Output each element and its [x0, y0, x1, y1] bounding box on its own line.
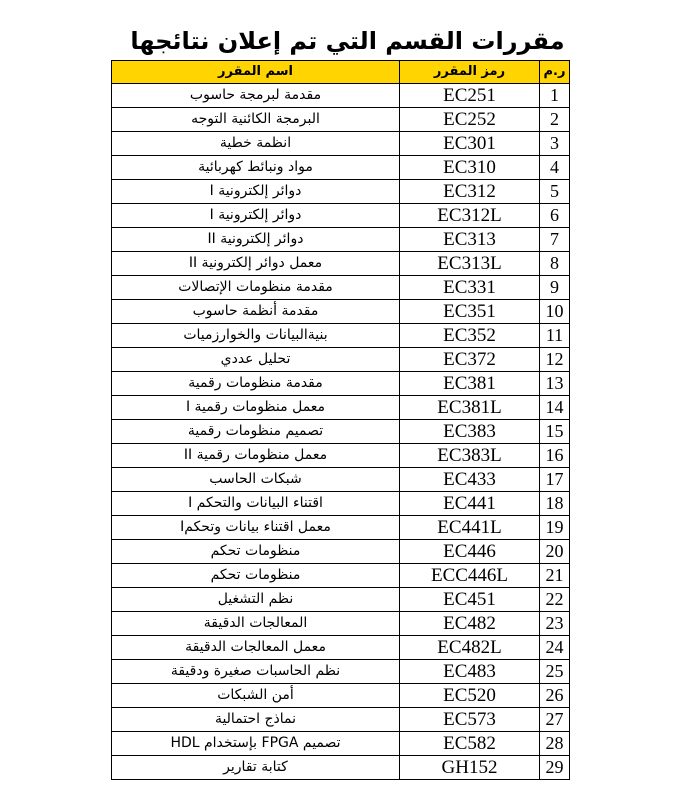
course-code: EC313L	[400, 252, 540, 276]
header-number: ر.م	[540, 61, 570, 84]
course-name: شبكات الحاسب	[112, 468, 400, 492]
table-row	[112, 612, 570, 636]
course-code: EC252	[400, 108, 540, 132]
course-code: EC446	[400, 540, 540, 564]
row-number: 17	[540, 468, 570, 492]
course-name: أمن الشبكات	[112, 684, 400, 708]
course-name: نماذج احتمالية	[112, 708, 400, 732]
course-code: EC582	[400, 732, 540, 756]
table-row	[112, 348, 570, 372]
course-name: اقتناء البيانات والتحكم I	[112, 492, 400, 516]
course-code: EC251	[400, 84, 540, 108]
course-name: نظم التشغيل	[112, 588, 400, 612]
course-code: EC372	[400, 348, 540, 372]
course-code: EC441	[400, 492, 540, 516]
table-row	[112, 468, 570, 492]
course-code: EC482	[400, 612, 540, 636]
course-code: EC383	[400, 420, 540, 444]
course-name: انظمة خطية	[112, 132, 400, 156]
row-number: 19	[540, 516, 570, 540]
table-row	[112, 588, 570, 612]
table-row	[112, 252, 570, 276]
row-number: 24	[540, 636, 570, 660]
course-code: EC573	[400, 708, 540, 732]
course-name: البرمجة الكائنية التوجه	[112, 108, 400, 132]
row-number: 7	[540, 228, 570, 252]
course-name: دوائر إلكترونية I	[112, 180, 400, 204]
course-name: معمل منظومات رقمية II	[112, 444, 400, 468]
row-number: 26	[540, 684, 570, 708]
course-code: EC381L	[400, 396, 540, 420]
table-row	[112, 660, 570, 684]
table-row	[112, 564, 570, 588]
table-row	[112, 732, 570, 756]
row-number: 25	[540, 660, 570, 684]
table-row	[112, 276, 570, 300]
course-name: مقدمة منظومات رقمية	[112, 372, 400, 396]
course-code: EC301	[400, 132, 540, 156]
course-code: EC383L	[400, 444, 540, 468]
header-code: رمز المقرر	[400, 61, 540, 84]
course-name: كتابة تقارير	[112, 756, 400, 780]
row-number: 12	[540, 348, 570, 372]
table-row	[112, 300, 570, 324]
table-row	[112, 516, 570, 540]
row-number: 4	[540, 156, 570, 180]
table-row	[112, 708, 570, 732]
course-name: دوائر إلكترونية I	[112, 204, 400, 228]
row-number: 15	[540, 420, 570, 444]
course-code: EC433	[400, 468, 540, 492]
course-code: EC441L	[400, 516, 540, 540]
course-name: مقدمة أنظمة حاسوب	[112, 300, 400, 324]
course-code: EC482L	[400, 636, 540, 660]
row-number: 23	[540, 612, 570, 636]
table-row	[112, 636, 570, 660]
table-row	[112, 756, 570, 780]
table-row	[112, 204, 570, 228]
row-number: 18	[540, 492, 570, 516]
row-number: 28	[540, 732, 570, 756]
course-name: معمل منظومات رقمية I	[112, 396, 400, 420]
course-name: مقدمة منظومات الإتصالات	[112, 276, 400, 300]
table-row	[112, 84, 570, 108]
row-number: 16	[540, 444, 570, 468]
row-number: 9	[540, 276, 570, 300]
row-number: 5	[540, 180, 570, 204]
row-number: 29	[540, 756, 570, 780]
row-number: 27	[540, 708, 570, 732]
course-code: EC483	[400, 660, 540, 684]
course-name: دوائر إلكترونية II	[112, 228, 400, 252]
course-code: EC381	[400, 372, 540, 396]
course-code: ECC446L	[400, 564, 540, 588]
row-number: 21	[540, 564, 570, 588]
row-number: 2	[540, 108, 570, 132]
table-row	[112, 324, 570, 348]
row-number: 8	[540, 252, 570, 276]
course-code: EC310	[400, 156, 540, 180]
table-row	[112, 372, 570, 396]
course-name: نظم الحاسبات صغيرة ودقيقة	[112, 660, 400, 684]
course-name: مقدمة لبرمجة حاسوب	[112, 84, 400, 108]
course-code: EC451	[400, 588, 540, 612]
course-name: منظومات تحكم	[112, 540, 400, 564]
course-name: معمل دوائر إلكترونية II	[112, 252, 400, 276]
course-code: EC312L	[400, 204, 540, 228]
table-row	[112, 684, 570, 708]
course-name: معمل اقتناء بيانات وتحكمI	[112, 516, 400, 540]
course-code: EC520	[400, 684, 540, 708]
row-number: 10	[540, 300, 570, 324]
header-name: اسم المقرر	[112, 61, 400, 84]
course-name: معمل المعالجات الدقيقة	[112, 636, 400, 660]
row-number: 3	[540, 132, 570, 156]
row-number: 14	[540, 396, 570, 420]
course-code: GH152	[400, 756, 540, 780]
table-row	[112, 396, 570, 420]
course-name: مواد ونبائط كهربائية	[112, 156, 400, 180]
table-row	[112, 108, 570, 132]
table-row	[112, 492, 570, 516]
table-row	[112, 540, 570, 564]
courses-table	[111, 60, 570, 780]
row-number: 13	[540, 372, 570, 396]
table-header-row	[112, 61, 570, 84]
table-row	[112, 132, 570, 156]
table-row	[112, 180, 570, 204]
course-code: EC331	[400, 276, 540, 300]
course-code: EC313	[400, 228, 540, 252]
page-title: مقررات القسم التي تم إعلان نتائجها	[130, 27, 565, 55]
course-name: المعالجات الدقيقة	[112, 612, 400, 636]
row-number: 1	[540, 84, 570, 108]
table-row	[112, 444, 570, 468]
row-number: 22	[540, 588, 570, 612]
course-code: EC351	[400, 300, 540, 324]
table-body	[112, 84, 570, 780]
course-code: EC352	[400, 324, 540, 348]
course-name: تصميم FPGA بإستخدام HDL	[112, 732, 400, 756]
course-name: منظومات تحكم	[112, 564, 400, 588]
table-row	[112, 156, 570, 180]
table-row	[112, 420, 570, 444]
course-code: EC312	[400, 180, 540, 204]
row-number: 11	[540, 324, 570, 348]
table-row	[112, 228, 570, 252]
course-name: تصميم منظومات رقمية	[112, 420, 400, 444]
row-number: 20	[540, 540, 570, 564]
course-name: بنيةالبيانات والخوارزميات	[112, 324, 400, 348]
row-number: 6	[540, 204, 570, 228]
course-name: تحليل عددي	[112, 348, 400, 372]
